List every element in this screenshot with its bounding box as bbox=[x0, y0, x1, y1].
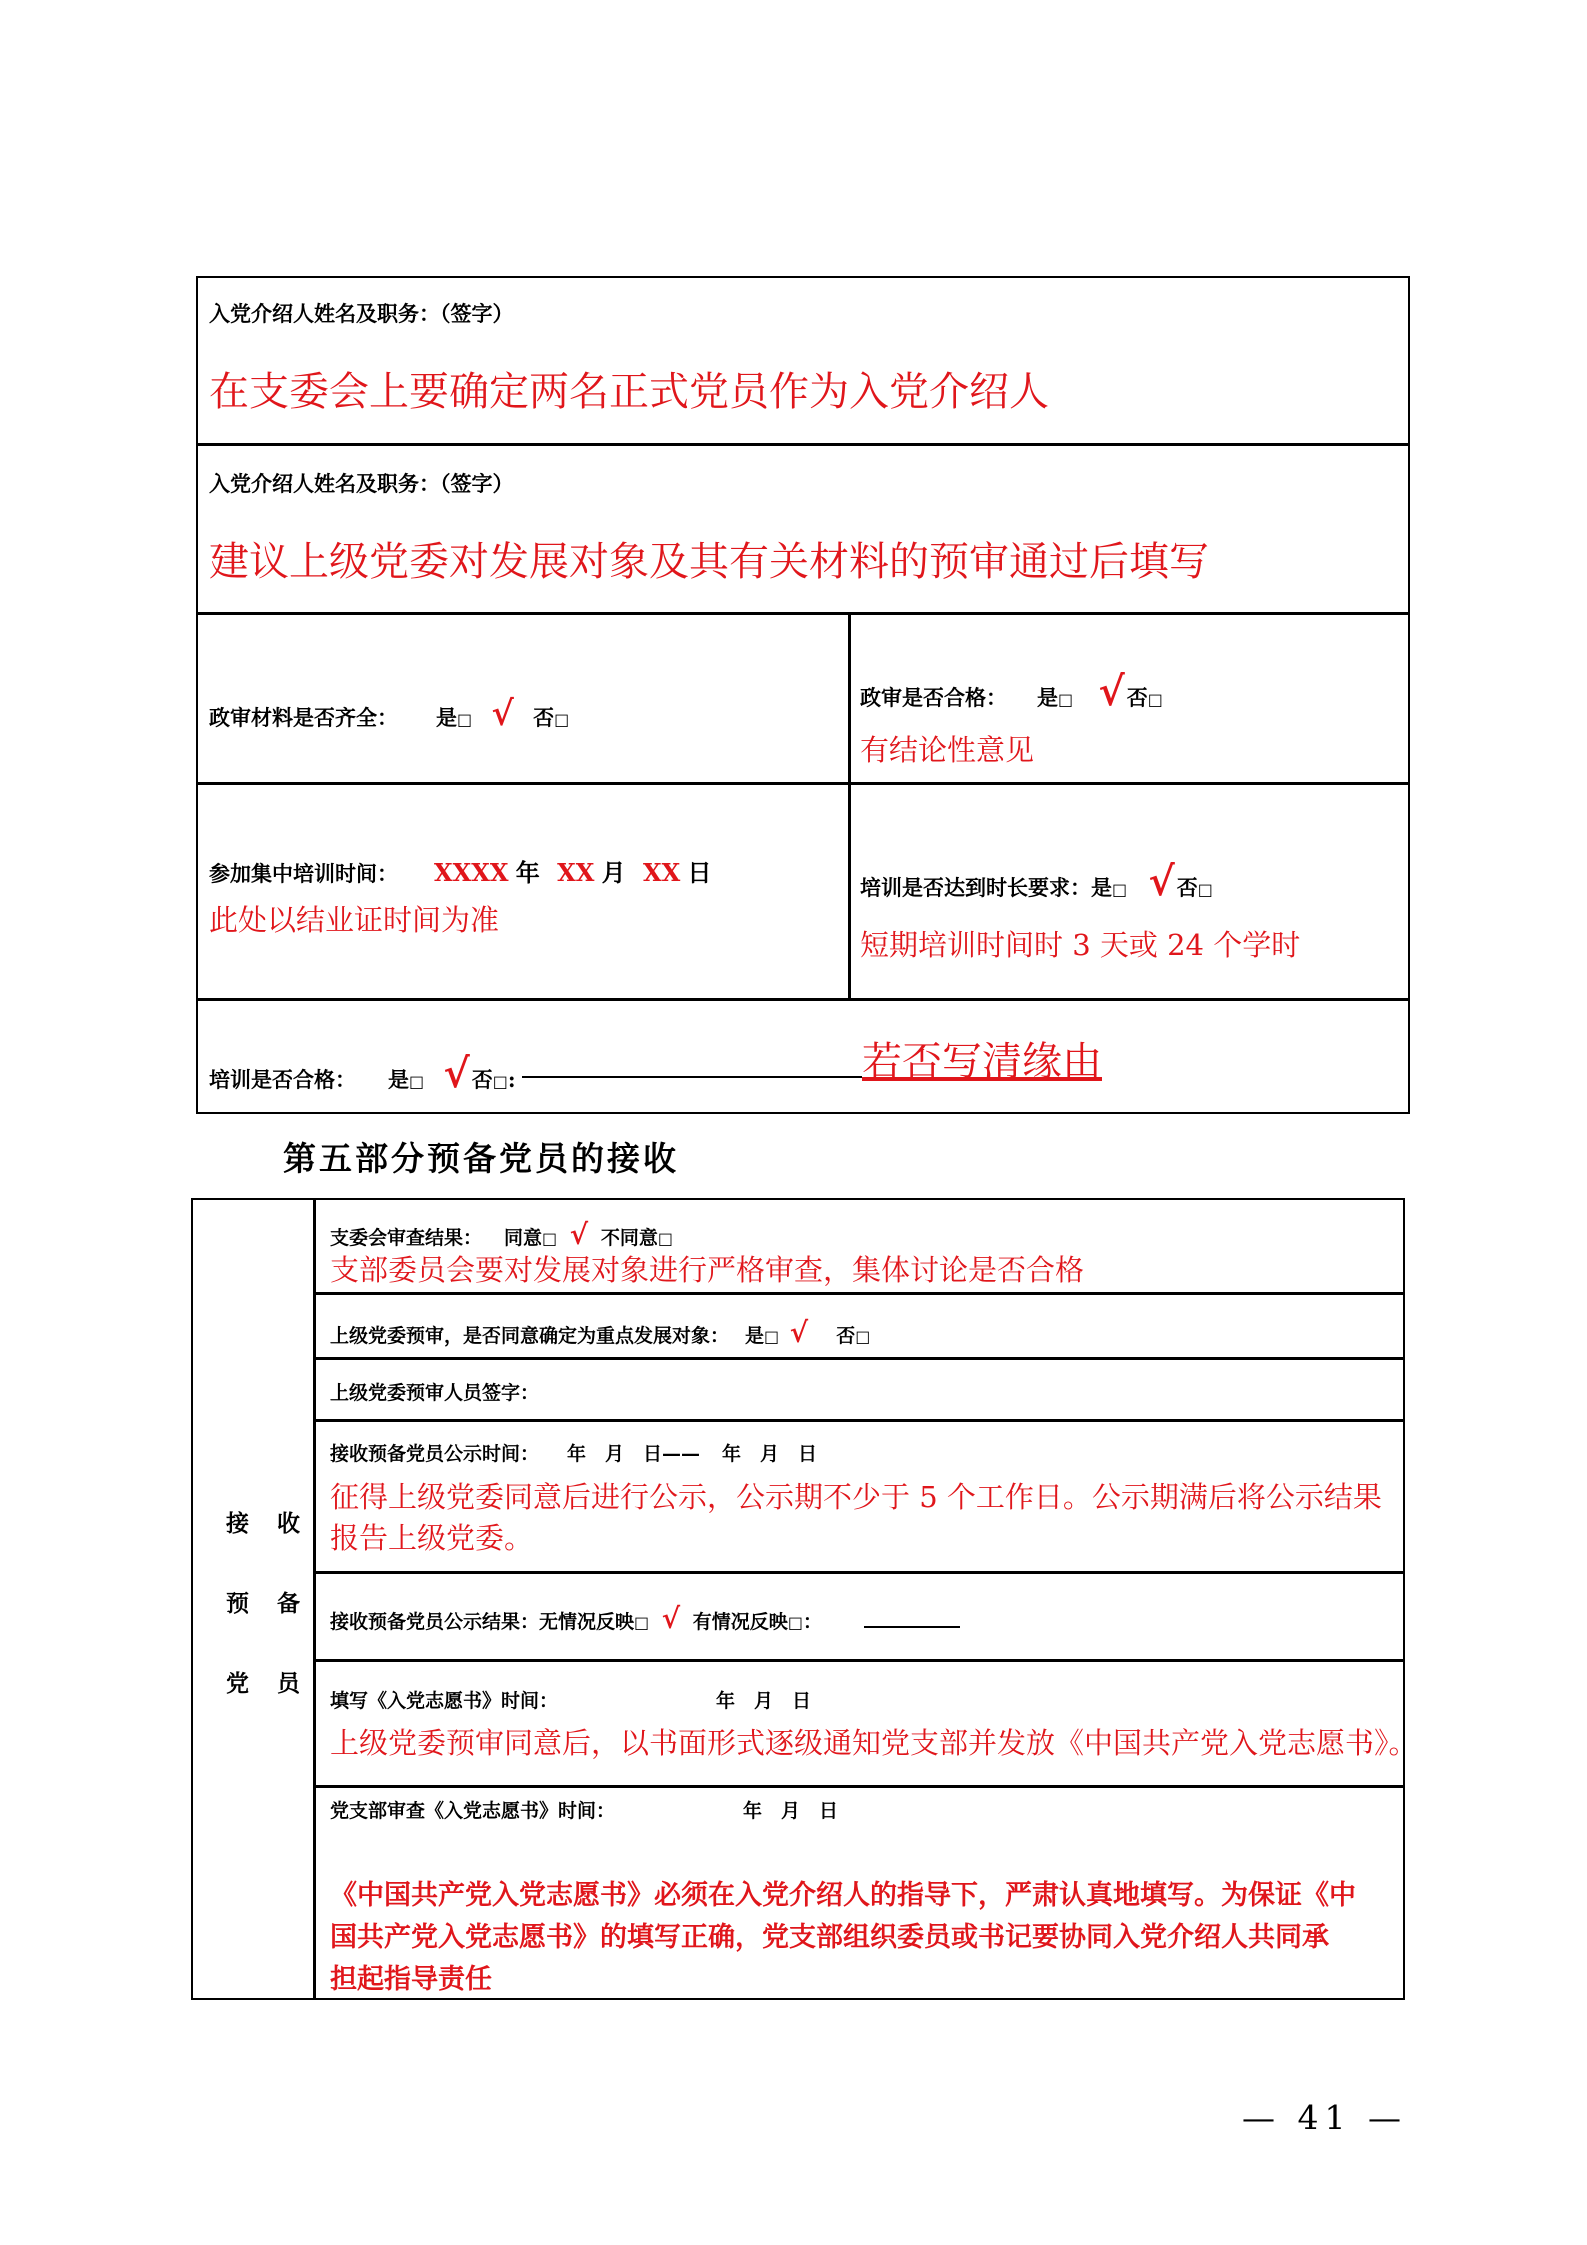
day-value: XX bbox=[642, 858, 681, 887]
yes-checkbox[interactable]: □ bbox=[1112, 880, 1128, 899]
training-hours-label bbox=[860, 858, 1213, 905]
disagree-text: 不同意 bbox=[600, 1227, 658, 1249]
publicity-note-line2: 报告上级党委。 bbox=[330, 1521, 534, 1555]
row-divider bbox=[313, 1419, 1403, 1422]
disagree-checkbox[interactable]: □ bbox=[657, 1229, 673, 1248]
no-checkbox[interactable]: □ bbox=[554, 710, 570, 729]
day-text: 日 bbox=[687, 858, 712, 887]
yes-text: 是 bbox=[388, 1067, 409, 1092]
training-time-note: 此处以结业证时间为准 bbox=[209, 903, 500, 937]
section-heading: 第五部分预备党员的接收 bbox=[283, 1139, 679, 1178]
page-number: — 41 — bbox=[1242, 2098, 1407, 2137]
date-to: 年 月 日 bbox=[722, 1443, 818, 1465]
checkmark-icon: √ bbox=[1148, 858, 1175, 905]
row-divider bbox=[198, 443, 1408, 446]
year-text: 年 bbox=[515, 858, 540, 887]
yes-text: 是 bbox=[745, 1325, 765, 1347]
reason-note: 若否写清缘由 bbox=[862, 1039, 1102, 1085]
application-review-note-line2: 国共产党入党志愿书》的填写正确，党支部组织委员或书记要协同入党介绍人共同承 bbox=[330, 1922, 1329, 1953]
application-review-note-line3: 担起指导责任 bbox=[330, 1964, 492, 1995]
label-text: 支委会审查结果： bbox=[330, 1227, 483, 1249]
political-qualified-note: 有结论性意见 bbox=[860, 733, 1035, 767]
label-text: 培训是否达到时长要求： bbox=[860, 875, 1091, 900]
no-checkbox[interactable]: □ bbox=[1147, 690, 1163, 709]
no-text: 否 bbox=[1126, 685, 1148, 710]
feedback-checkbox[interactable]: □ bbox=[787, 1613, 803, 1632]
introducer-1-label: 入党介绍人姓名及职务：（签字） bbox=[209, 301, 514, 326]
colon-text: ： bbox=[802, 1611, 822, 1633]
introducer-2-note: 建议上级党委对发展对象及其有关材料的预审通过后填写 bbox=[209, 539, 1209, 585]
no-checkbox[interactable]: □ bbox=[855, 1327, 871, 1346]
application-fill-time-label bbox=[330, 1686, 811, 1713]
label-text: 填写《入党志愿书》时间： bbox=[330, 1690, 559, 1712]
month-value: XX bbox=[557, 858, 595, 887]
row-divider bbox=[198, 782, 1408, 785]
no-text: 否 bbox=[533, 705, 555, 730]
no-feedback-checkbox[interactable]: □ bbox=[634, 1613, 650, 1632]
political-materials-label bbox=[209, 694, 569, 734]
side-label-member: 党 员 bbox=[226, 1670, 311, 1697]
yes-text: 是 bbox=[1091, 875, 1112, 900]
row-divider bbox=[313, 1357, 1403, 1360]
date-text: 年 月 日 bbox=[743, 1800, 839, 1822]
political-qualified-label bbox=[860, 668, 1163, 715]
feedback-blank-line[interactable] bbox=[864, 1626, 960, 1628]
feedback-text: 有情况反映 bbox=[692, 1611, 788, 1633]
agree-text: 同意 bbox=[504, 1227, 543, 1249]
year-value: XXXX bbox=[434, 858, 509, 887]
yes-checkbox[interactable]: □ bbox=[457, 710, 473, 729]
branch-review-label bbox=[330, 1218, 673, 1251]
superior-prereview-label bbox=[330, 1316, 870, 1349]
yes-checkbox[interactable]: □ bbox=[764, 1327, 780, 1346]
label-text: 政审是否合格： bbox=[860, 685, 1007, 710]
yes-checkbox[interactable]: □ bbox=[409, 1072, 425, 1091]
date-text: 年 月 日 bbox=[716, 1690, 812, 1712]
row-divider bbox=[313, 1292, 1403, 1295]
no-checkbox[interactable]: □ bbox=[492, 1072, 508, 1091]
checkmark-icon: √ bbox=[789, 1316, 809, 1349]
label-text: 接收预备党员公示时间： bbox=[330, 1443, 540, 1465]
row-divider bbox=[313, 1785, 1403, 1788]
side-column-divider bbox=[313, 1200, 316, 1998]
row-divider bbox=[198, 612, 1408, 615]
date-from: 年 月 日—— bbox=[567, 1443, 701, 1465]
side-label-receive: 接 收 bbox=[226, 1510, 311, 1537]
label-text: 接收预备党员公示结果：无情况反映 bbox=[330, 1611, 635, 1633]
training-time-label bbox=[209, 853, 712, 888]
checkmark-icon: √ bbox=[569, 1218, 589, 1251]
label-text: 党支部审查《入党志愿书》时间： bbox=[330, 1800, 616, 1822]
introducer-2-label: 入党介绍人姓名及职务：（签字） bbox=[209, 471, 514, 496]
yes-text: 是 bbox=[436, 705, 457, 730]
row-divider bbox=[198, 998, 1408, 1001]
publicity-note-line1: 征得上级党委同意后进行公示，公示期不少于 5 个工作日。公示期满后将公示结果 bbox=[330, 1480, 1382, 1514]
no-text: 否 bbox=[1176, 875, 1198, 900]
introducer-1-note: 在支委会上要确定两名正式党员作为入党介绍人 bbox=[209, 369, 1049, 415]
prereview-signature-label: 上级党委预审人员签字： bbox=[330, 1382, 540, 1404]
application-review-note-line1: 《中国共产党入党志愿书》必须在入党介绍人的指导下，严肃认真地填写。为保证《中 bbox=[330, 1880, 1356, 1911]
reason-blank-line[interactable] bbox=[522, 1076, 862, 1078]
label-text: 培训是否合格： bbox=[209, 1067, 356, 1092]
no-checkbox[interactable]: □ bbox=[1197, 880, 1213, 899]
checkmark-icon: √ bbox=[443, 1050, 470, 1097]
colon-text: : bbox=[507, 1067, 516, 1092]
checkmark-icon: √ bbox=[661, 1602, 681, 1635]
branch-review-note: 支部委员会要对发展对象进行严格审查，集体讨论是否合格 bbox=[330, 1253, 1085, 1287]
no-text: 否 bbox=[836, 1325, 856, 1347]
publicity-time-label bbox=[330, 1439, 817, 1466]
yes-text: 是 bbox=[1037, 685, 1058, 710]
row-divider bbox=[313, 1571, 1403, 1574]
month-text: 月 bbox=[601, 858, 626, 887]
training-qualified-label bbox=[209, 1050, 516, 1097]
side-label-probationary: 预 备 bbox=[226, 1590, 311, 1617]
application-review-time-label bbox=[330, 1796, 838, 1823]
checkmark-icon: √ bbox=[491, 694, 514, 734]
publicity-result-label bbox=[330, 1602, 822, 1635]
label-text: 参加集中培训时间： bbox=[209, 861, 398, 886]
yes-checkbox[interactable]: □ bbox=[1058, 690, 1074, 709]
no-text: 否 bbox=[471, 1067, 493, 1092]
label-text: 政审材料是否齐全： bbox=[209, 705, 398, 730]
label-text: 上级党委预审，是否同意确定为重点发展对象： bbox=[330, 1325, 730, 1347]
checkmark-icon: √ bbox=[1098, 668, 1125, 715]
row-divider bbox=[313, 1659, 1403, 1662]
application-fill-note: 上级党委预审同意后，以书面形式逐级通知党支部并发放《中国共产党入党志愿书》。 bbox=[330, 1726, 1418, 1760]
training-hours-note: 短期培训时间时 3 天或 24 个学时 bbox=[860, 928, 1301, 962]
column-divider bbox=[848, 612, 851, 998]
agree-checkbox[interactable]: □ bbox=[542, 1229, 558, 1248]
